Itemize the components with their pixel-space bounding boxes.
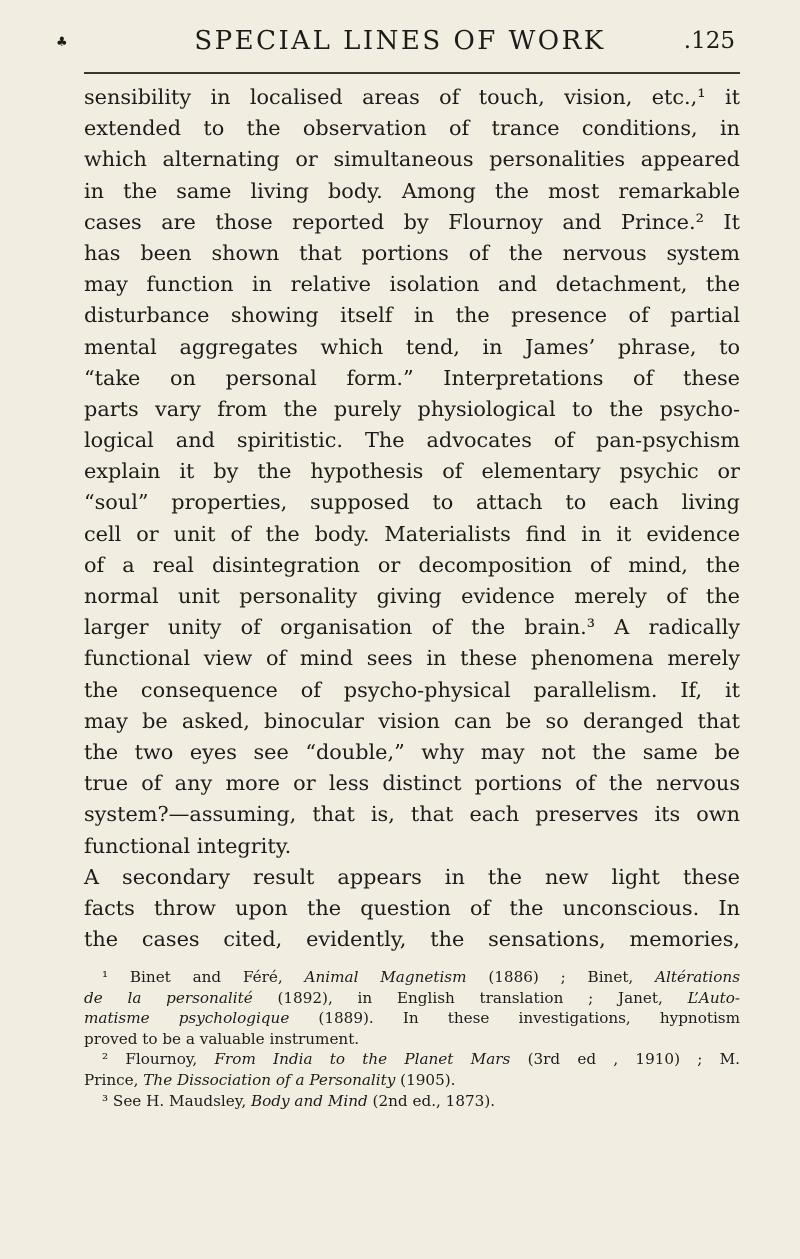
text-line: extended to the observation of trance conditions, in [84,116,740,141]
running-header [0,26,800,66]
running-title: SPECIAL LINES OF WORK [194,26,606,56]
body-text [84,82,740,955]
page-number: .125 [683,28,735,54]
text-line: functional integrity. [84,833,292,858]
footnote-line: matisme psychologique (1889). In these investigations, hypnotism [84,1009,741,1028]
text-line: cell or unit of the body. Materialists find in it evidence [84,521,740,546]
text-line: functional view of mind sees in these phenomena merely [84,646,740,671]
text-line: the cases cited, evidently, the sensations, memories, [84,927,740,952]
ornament-icon: ♣ [56,35,68,50]
text-line: in the same living body. Among the most remarkable [84,178,740,203]
footnote-line: ³ See H. Maudsley, Body and Mind (2nd ed., 1873). [102,1091,496,1110]
text-line: parts vary from the purely physiological to the psycho- [84,396,740,421]
footnote-line: ² Flournoy, From India to the Planet Mars (3rd ed , 1910) ; M. [102,1050,741,1069]
text-line: may function in relative isolation and detachment, the [84,272,740,297]
text-line: true of any more or less distinct portions of the nervous [84,771,740,796]
text-line: cases are those reported by Flournoy and Prince.² It [84,209,740,234]
text-line: larger unity of organisation of the brain.³ A radically [84,615,740,640]
text-line: sensibility in localised areas of touch, vision, etc.,¹ it [84,85,740,109]
footnote-line: proved to be a valuable instrument. [84,1029,360,1048]
footnotes [84,967,740,1111]
text-line: A secondary result appears in the new light these [84,864,740,889]
text-line: explain it by the hypothesis of elementary psychic or [84,459,740,484]
text-line: which alternating or simultaneous personalities appeared [84,147,740,172]
text-line: facts throw upon the question of the unconscious. In [84,895,740,920]
footnote-line: Prince, The Dissociation of a Personality (1905). [84,1070,456,1089]
text-line: “soul” properties, supposed to attach to each living [84,490,740,515]
text-line: the consequence of psycho-physical parallelism. If, it [84,677,740,702]
text-line: system?—assuming, that is, that each preserves its own [84,802,740,827]
text-line: mental aggregates which tend, in James’ phrase, to [84,334,740,359]
text-line: logical and spiritistic. The advocates of pan-psychism [84,428,740,453]
text-line: has been shown that portions of the nervous system [84,240,740,265]
text-line: may be asked, binocular vision can be so deranged that [84,708,740,733]
text-line: normal unit personality giving evidence merely of the [84,584,740,608]
header-rule [84,72,740,74]
text-line: the two eyes see “double,” why may not the same be [84,739,740,764]
text-line: “take on personal form.” Interpretations of these [84,365,740,390]
text-line: disturbance showing itself in the presence of partial [84,303,740,328]
text-line: of a real disintegration or decomposition of mind, the [84,552,740,577]
footnote-line: de la personalité (1892), in English translation ; Janet, L’Auto- [84,988,740,1007]
footnote-line: ¹ Binet and Féré, Animal Magnetism (1886) ; Binet, Altérations [102,968,740,986]
